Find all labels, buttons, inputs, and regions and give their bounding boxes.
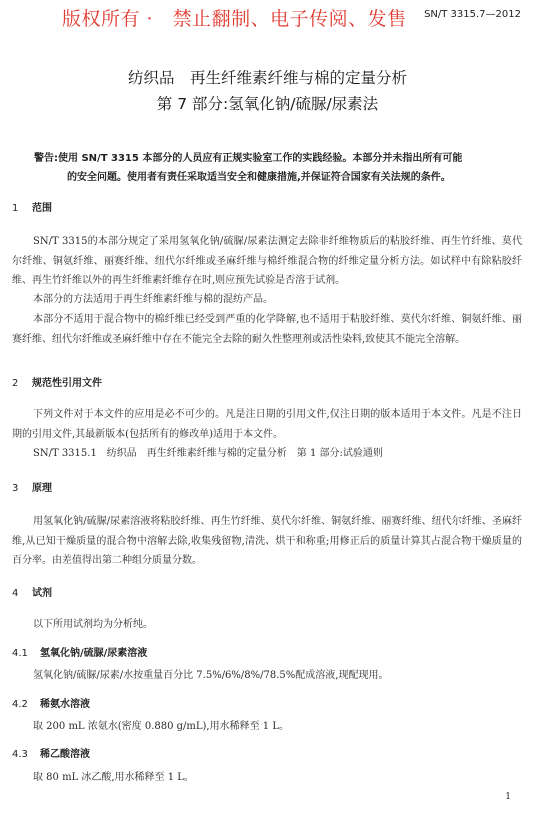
section-title: 稀氨水溶液	[40, 699, 90, 710]
section-number: 1	[12, 203, 19, 214]
reagent-4-1-paragraph: 氢氧化钠/硫脲/尿素/水按重量百分比 7.5%/6%/8%/78.5%配成溶液,现配现用。	[33, 670, 389, 681]
reagents-paragraph: 以下所用试剂均为分析纯。	[33, 619, 153, 630]
section-title: 规范性引用文件	[32, 378, 102, 389]
page-number: 1	[505, 792, 511, 802]
principle-paragraph: 用氢氧化钠/硫脲/尿素溶液将粘胶纤维、再生竹纤维、莫代尔纤维、铜氨纤维、丽赛纤维、纽代尔纤维、圣麻纤维,从已知干燥质量的混合物中溶解去除,收集残留物,清洗、烘干和称重;用修正后的质量计算其占混合物干燥质量的百分率。由差值得出第二种组分质量分数。	[12, 516, 522, 566]
title-line-2: 第 7 部分:氢氧化钠/硫脲/尿素法	[156, 95, 379, 113]
section-title: 氢氧化钠/硫脲/尿素溶液	[40, 648, 148, 659]
section-title: 原理	[32, 483, 52, 494]
scope-paragraph-3: 本部分不适用于混合物中的棉纤维已经受到严重的化学降解,也不适用于粘胶纤维、莫代尔纤维、铜氨纤维、丽赛纤维、纽代尔纤维或圣麻纤维中存在不能完全去除的耐久性整理剂或活性染料,致使其不能完全溶解。	[12, 314, 522, 345]
section-1-heading	[12, 199, 52, 214]
references-paragraph: 下列文件对于本文件的应用是必不可少的。凡是注日期的引用文件,仅注日期的版本适用于本文件。凡是不注日期的引用文件,其最新版本(包括所有的修改单)适用于本文件。	[12, 409, 522, 440]
warning-lead: 警告:使用 SN/T 3315 本部分的人员应有正规实验室工作的实践经验。本部分并未指出所有可能	[34, 153, 463, 164]
section-title: 试剂	[32, 588, 52, 599]
document-number: SN/T 3315.7—2012	[424, 9, 521, 20]
section-4-2-heading	[12, 695, 90, 710]
section-3-heading	[12, 479, 52, 494]
section-title: 稀乙酸溶液	[40, 749, 90, 760]
reference-item: SN/T 3315.1 纺织品 再生纤维素纤维与棉的定量分析 第 1 部分:试验通则	[33, 448, 383, 459]
section-4-heading	[12, 584, 52, 599]
warning-block	[34, 149, 524, 187]
scope-paragraph-2: 本部分的方法适用于再生纤维素纤维与棉的混纺产品。	[33, 294, 273, 305]
section-title: 范围	[32, 203, 52, 214]
section-2-heading	[12, 374, 102, 389]
reagent-4-2-paragraph: 取 200 mL 浓氨水(密度 0.880 g/mL),用水稀释至 1 L。	[33, 721, 289, 732]
section-4-1-heading	[12, 644, 147, 659]
section-number: 4	[12, 588, 19, 599]
scope-paragraph-1: SN/T 3315的本部分规定了采用氢氧化钠/硫脲/尿素法测定去除非纤维物质后的粘胶纤维、再生竹纤维、莫代尔纤维、铜氨纤维、丽赛纤维、纽代尔纤维或圣麻纤维与棉纤维混合物的纤维定量分析方法。如试样中有除粘胶纤维、再生竹纤维以外的再生纤维素纤维存在时,则应预先试验是否溶于试剂。	[12, 236, 522, 286]
section-number: 2	[12, 378, 19, 389]
reagent-4-3-paragraph: 取 80 mL 冰乙酸,用水稀释至 1 L。	[33, 772, 194, 783]
watermark: 版权所有 · 禁止翻制、电子传阅、发售	[62, 8, 407, 30]
title-line-1: 纺织品 再生纤维素纤维与棉的定量分析	[127, 69, 407, 87]
section-4-3-heading	[12, 745, 90, 760]
section-number: 3	[12, 483, 19, 494]
section-number: 4.1	[12, 648, 28, 659]
warning-rest: 的安全问题。使用者有责任采取适当安全和健康措施,并保证符合国家有关法规的条件。	[67, 172, 451, 183]
section-number: 4.2	[12, 699, 28, 710]
section-number: 4.3	[12, 749, 28, 760]
